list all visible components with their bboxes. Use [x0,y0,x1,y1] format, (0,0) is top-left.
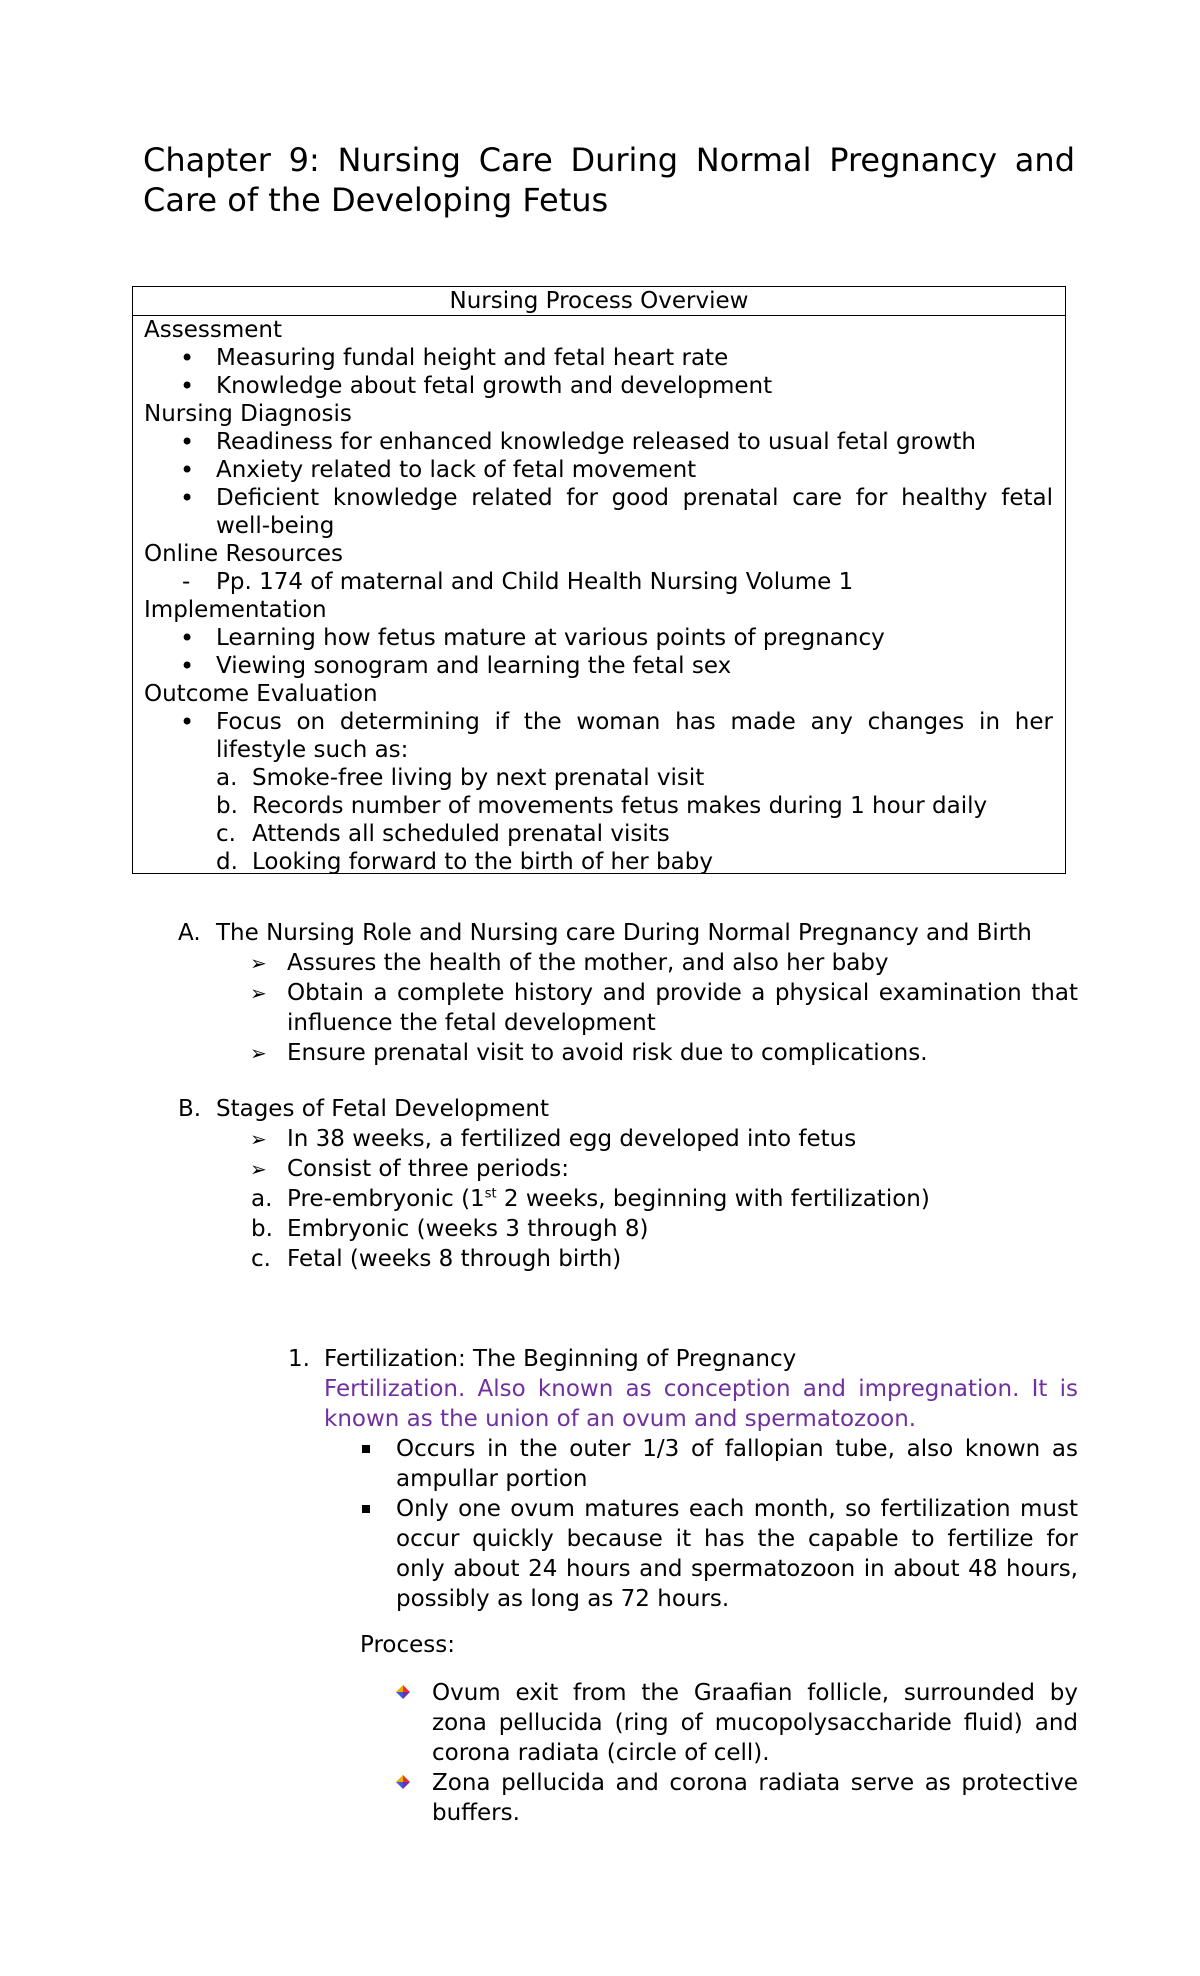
list-item: • Focus on determining if the woman has made any changes in her lifestyle such as: [144,708,1053,764]
list-marker: a. [251,1186,273,1212]
section-title: Fertilization: The Beginning of Pregnancy [324,1346,797,1372]
list-item [178,978,1078,1038]
list-marker: c. [216,821,236,847]
arrow-bullet-icon: ➢ [250,951,267,975]
list-item [178,948,1078,978]
assessment-label: Assessment [144,317,282,343]
multicolor-diamond-bullet-icon [395,1684,411,1700]
list-marker: b. [251,1216,273,1242]
section-b-heading [178,1094,1078,1124]
arrow-bullet-icon: ➢ [250,1127,267,1151]
assessment-list [144,344,1053,400]
list-item [178,1038,1078,1068]
fertilization-heading [288,1344,1078,1374]
list-text: Obtain a complete history and provide a physical examination that influence the fetal development [287,980,1078,1036]
fertilization-definition: Fertilization. Also known as conception and impregnation. It is known as the union of an ovum and spermatozoon. [324,1376,1078,1432]
table-body [133,316,1065,876]
list-text: Looking forward to the birth of her baby [252,849,713,875]
list-item [178,1244,1078,1274]
evaluation-list [144,708,1053,764]
section-marker: A. [178,920,201,946]
implementation-list [144,624,1053,680]
list-text: 2 weeks, beginning with fertilization) [496,1186,930,1212]
implementation-label: Implementation [144,597,327,623]
list-item: • Readiness for enhanced knowledge released to usual fetal growth [144,428,1053,456]
section-a-list [178,948,1078,1068]
section-marker: B. [178,1096,202,1122]
resources-list [144,568,1053,596]
list-text: Ovum exit from the Graafian follicle, surrounded by zona pellucida (ring of mucopolysaccharide fluid) and corona radiata (circle of cell). [432,1680,1078,1766]
list-item [288,1768,1078,1828]
section-a [178,918,1078,1068]
nursing-process-overview-table [132,286,1066,874]
list-text: In 38 weeks, a fertilized egg developed into fetus [287,1126,857,1152]
list-text: Ensure prenatal visit to avoid risk due to complications. [287,1040,928,1066]
list-text: Embryonic (weeks 3 through 8) [287,1216,649,1242]
list-item [288,1678,1078,1768]
arrow-bullet-icon: ➢ [250,1041,267,1065]
process-label: Process: [360,1632,455,1658]
list-item [144,792,1053,820]
list-text: Consist of three periods: [287,1156,570,1182]
list-item: • Learning how fetus mature at various points of pregnancy [144,624,1053,652]
list-item [178,1154,1078,1184]
list-text: Fetal (weeks 8 through birth) [287,1246,622,1272]
square-bullet-icon [362,1445,370,1453]
list-item [144,848,1053,876]
list-text: Zona pellucida and corona radiata serve as protective buffers. [432,1770,1078,1826]
list-item [144,820,1053,848]
list-text: Assures the health of the mother, and also her baby [287,950,889,976]
list-item [144,764,1053,792]
section-b [178,1094,1078,1274]
list-text: Smoke-free living by next prenatal visit [252,765,705,791]
list-item: • Deficient knowledge related for good prenatal care for healthy fetal well-being [144,484,1053,540]
list-item: • Measuring fundal height and fetal heart rate [144,344,1053,372]
diagnosis-label: Nursing Diagnosis [144,401,352,427]
multicolor-diamond-bullet-icon [395,1774,411,1790]
list-marker: b. [216,793,238,819]
list-text: Only one ovum matures each month, so fertilization must occur quickly because it has the capable to fertilize for only about 24 hours and spermatozoon in about 48 hours, possibly as long as 72 hours. [396,1496,1078,1612]
list-item [288,1494,1078,1614]
list-text: Occurs in the outer 1/3 of fallopian tube, also known as ampullar portion [396,1436,1078,1492]
list-item [178,1124,1078,1154]
section-title: The Nursing Role and Nursing care During Normal Pregnancy and Birth [216,920,1032,946]
section-title: Stages of Fetal Development [216,1096,550,1122]
table-heading: Nursing Process Overview [133,287,1065,316]
list-marker: a. [216,765,238,791]
periods-list [178,1184,1078,1274]
process-list [288,1678,1078,1828]
fertilization-section [288,1344,1078,1828]
resources-label: Online Resources [144,541,343,567]
arrow-bullet-icon: ➢ [250,981,267,1005]
list-item [288,1434,1078,1494]
section-marker: 1. [288,1346,310,1372]
list-item: • Knowledge about fetal growth and development [144,372,1053,400]
list-item: • Viewing sonogram and learning the fetal sex [144,652,1053,680]
fertilization-list [288,1434,1078,1614]
section-a-heading [178,918,1078,948]
square-bullet-icon [362,1505,370,1513]
list-item: - Pp. 174 of maternal and Child Health Nursing Volume 1 [144,568,1053,596]
arrow-bullet-icon: ➢ [250,1157,267,1181]
list-item [178,1184,1078,1214]
list-text: Attends all scheduled prenatal visits [252,821,670,847]
diagnosis-list [144,428,1053,540]
list-item [178,1214,1078,1244]
evaluation-label: Outcome Evaluation [144,681,378,707]
list-text: Pre-embryonic (1 [287,1186,485,1212]
list-marker: d. [216,849,238,875]
evaluation-sublist [144,764,1053,876]
section-b-list [178,1124,1078,1184]
list-text: Records number of movements fetus makes during 1 hour daily [252,793,988,819]
list-marker: c. [251,1246,271,1272]
superscript: st [484,1186,497,1202]
list-item: • Anxiety related to lack of fetal movement [144,456,1053,484]
page-title: Chapter 9: Nursing Care During Normal Pregnancy and Care of the Developing Fetus [143,141,1075,219]
